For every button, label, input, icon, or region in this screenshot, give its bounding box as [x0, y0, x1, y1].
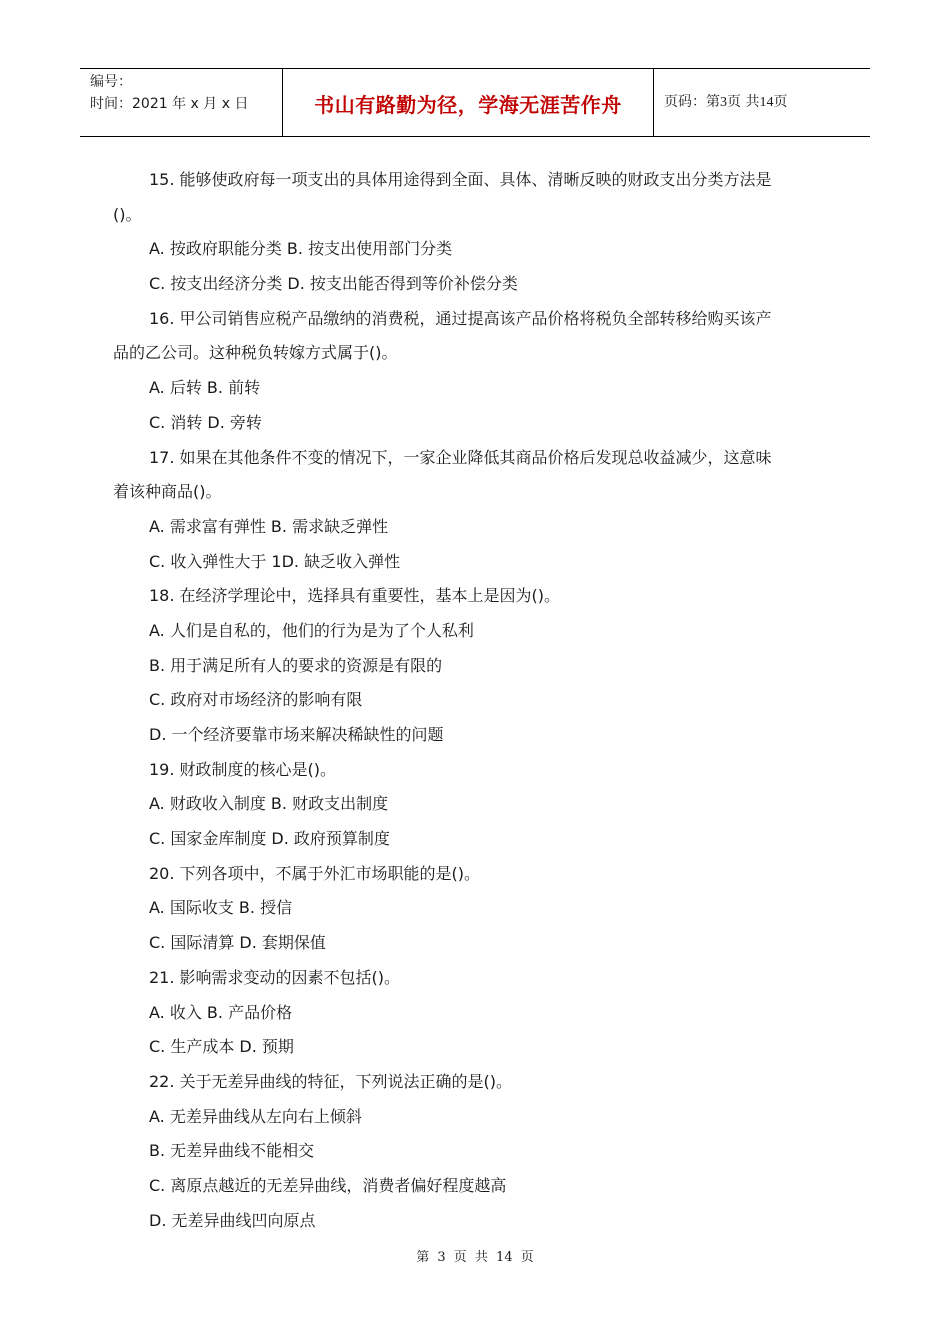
option-line: A. 收入 B. 产品价格: [149, 1002, 293, 1022]
question-line: 17. 如果在其他条件不变的情况下，一家企业降低其商品价格后发现总收益减少，这意味: [149, 447, 772, 467]
option-line: C. 消转 D. 旁转: [149, 412, 262, 432]
page-header: [80, 68, 870, 137]
option-line: C. 生产成本 D. 预期: [149, 1037, 294, 1057]
option-line: C. 国家金库制度 D. 政府预算制度: [149, 829, 390, 849]
question-line: 16. 甲公司销售应税产品缴纳的消费税，通过提高该产品价格将税负全部转移给购买该产: [149, 308, 772, 328]
page-number: 3: [720, 95, 727, 110]
option-line: A. 人们是自私的，他们的行为是为了个人私利: [149, 620, 474, 640]
question-continuation: 品的乙公司。这种税负转嫁方式属于()。: [113, 343, 398, 363]
option-line: C. 国际清算 D. 套期保值: [149, 933, 326, 953]
question-line: 20. 下列各项中，不属于外汇市场职能的是()。: [149, 863, 481, 883]
option-line: A. 财政收入制度 B. 财政支出制度: [149, 794, 389, 814]
option-line: C. 按支出经济分类 D. 按支出能否得到等价补偿分类: [149, 274, 518, 294]
question-line: 21. 影响需求变动的因素不包括()。: [149, 967, 401, 987]
header-page-info: [654, 69, 870, 136]
option-line: D. 无差异曲线凹向原点: [149, 1210, 316, 1230]
header-motto-cell: [283, 69, 654, 136]
header-meta: [80, 69, 283, 136]
option-line: C. 收入弹性大于 1D. 缺乏收入弹性: [149, 551, 401, 571]
option-line: A. 国际收支 B. 授信: [149, 898, 293, 918]
question-line: 15. 能够使政府每一项支出的具体用途得到全面、具体、清晰反映的财政支出分类方法是: [149, 170, 772, 189]
question-line: 22. 关于无差异曲线的特征，下列说法正确的是()。: [149, 1071, 513, 1091]
question-line: 18. 在经济学理论中，选择具有重要性，基本上是因为()。: [149, 586, 561, 606]
option-line: A. 无差异曲线从左向右上倾斜: [149, 1106, 362, 1126]
option-line: D. 一个经济要靠市场来解决稀缺性的问题: [149, 725, 444, 744]
page-label-mid: 页 共: [727, 94, 760, 110]
question-continuation: 着该种商品()。: [113, 482, 222, 502]
document-date: 时间：2021 年 x 月 x 日: [90, 96, 249, 112]
page-label-end: 页: [773, 94, 788, 110]
document-code-label: 编号：: [90, 74, 132, 90]
option-line: A. 后转 B. 前转: [149, 378, 261, 398]
option-line: B. 用于满足所有人的要求的资源是有限的: [149, 655, 443, 675]
option-line: A. 需求富有弹性 B. 需求缺乏弹性: [149, 516, 389, 536]
question-continuation: ()。: [113, 204, 142, 224]
option-line: B. 无差异曲线不能相交: [149, 1141, 315, 1161]
page-total: 14: [759, 95, 774, 110]
header-motto: 书山有路勤为径，学海无涯苦作舟: [314, 93, 622, 117]
option-line: C. 离原点越近的无差异曲线，消费者偏好程度越高: [149, 1175, 507, 1195]
option-line: C. 政府对市场经济的影响有限: [149, 690, 363, 710]
question-line: 19. 财政制度的核心是()。: [149, 759, 337, 779]
page-footer: 第 3 页 共 14 页: [416, 1250, 534, 1265]
document-body: [113, 163, 843, 1238]
option-line: A. 按政府职能分类 B. 按支出使用部门分类: [149, 239, 453, 259]
page-label: 页码：第: [664, 94, 720, 110]
